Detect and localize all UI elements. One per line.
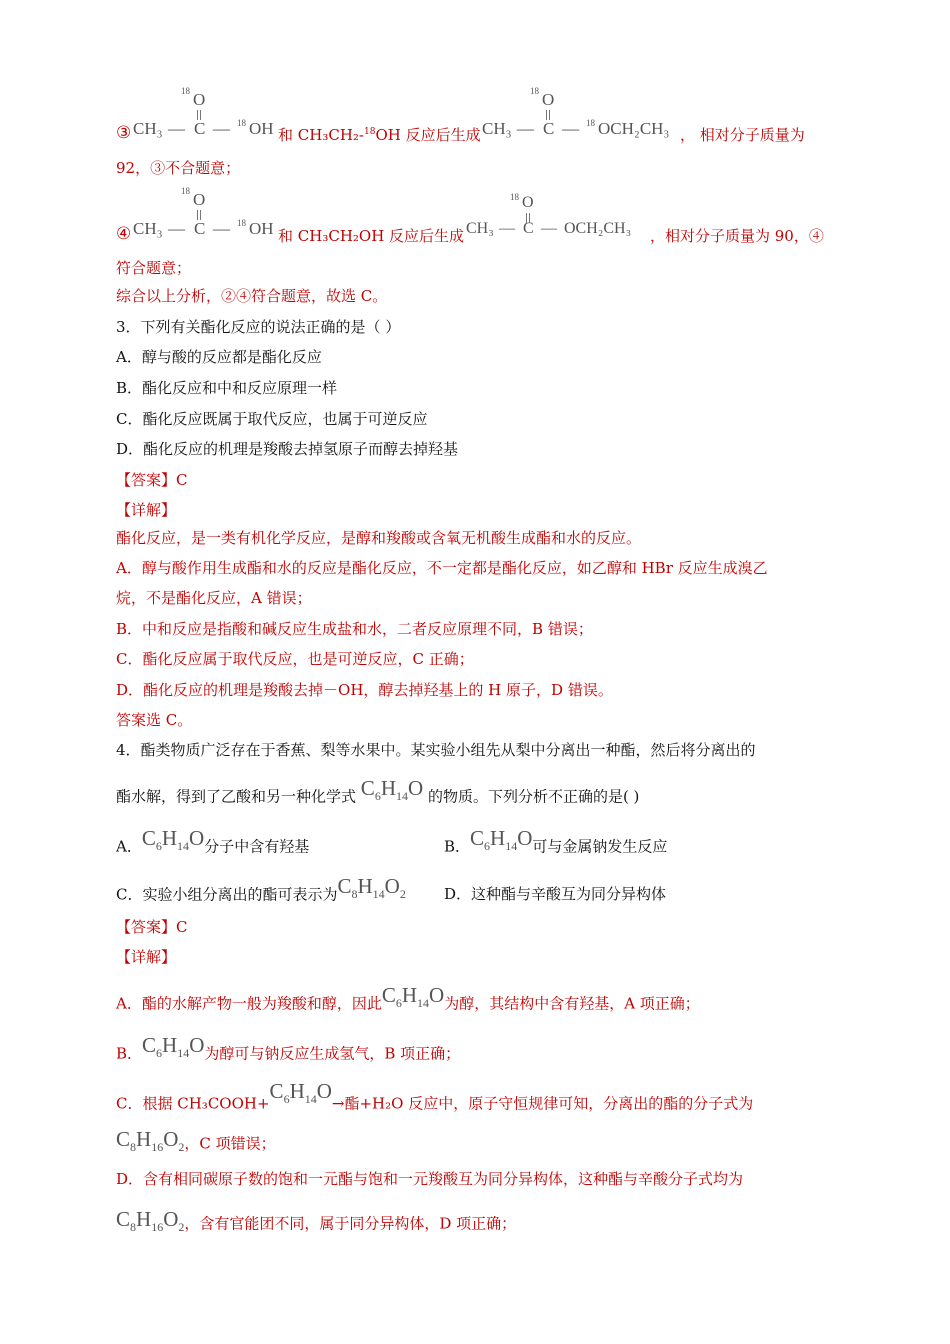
q4-option-d: D．这种酯与辛酸互为同分异构体	[444, 885, 667, 903]
q4-stem-line1: 4．酯类物质广泛存在于香蕉、梨等水果中。某实验小组先从梨中分离出一种酯，然后将分离出的	[116, 741, 756, 759]
q4-explain-a: A．酯的水解产物一般为羧酸和醇，因此$C_6H_{14}O$为醇，其结构中含有羟基，A 项正确；	[116, 983, 700, 1013]
q4-detail-heading: 【详解】	[116, 948, 177, 966]
item3-text1: 和 CH₃CH₂-$^{18}$OH 反应后生成	[278, 126, 481, 144]
item3-line2: 92，③不合题意；	[116, 159, 241, 177]
q4-explain-d-cont: $C_8H_{16}O_2$，含有官能团不同，属于同分异构体，D 项正确；	[116, 1207, 517, 1234]
q3-final-answer: 答案选 C。	[116, 711, 193, 729]
structure-acetic-acid-18: 18 O CH₃ — C — 18 OH	[133, 86, 274, 138]
formula-c6h14o: $C_6H_{14}O$	[381, 983, 445, 1010]
item3-tail: ， 相对分子质量为	[680, 126, 805, 144]
formula-c6h14o: $C_6H_{14}O$	[142, 1033, 205, 1060]
q4-stem-line2: 酯水解，得到了乙酸和另一种化学式 $C_6H_{14}O$ 的物质。下列分析不正确的是( )	[116, 776, 640, 806]
q4-explain-d: D．含有相同碳原子数的饱和一元酯与饱和一元羧酸互为同分异构体，这种酯与辛酸分子式均为	[116, 1170, 744, 1188]
q4-option-b: B．$C_6H_{14}O$可与金属钠发生反应	[444, 826, 668, 856]
structure-ethyl-acetate-18-18: 18 O CH₃ — C — 18 OCH₂CH₃	[482, 86, 670, 138]
structure-ethyl-acetate-18: 18 O CH₃ — C — OCH₂CH₃	[466, 192, 632, 237]
item4-marker: ④	[116, 224, 132, 244]
formula-c8h16o2: $C_8H_{16}O_2$	[116, 1127, 185, 1154]
formula-c8h16o2: $C_8H_{16}O_2$	[116, 1207, 185, 1234]
formula-c8h14o2: $C_8H_{14}O_2$	[337, 874, 406, 901]
item4-tail: ，相对分子质量为 90，④	[650, 227, 824, 245]
item3-marker: ③	[116, 123, 132, 143]
structure-acetic-acid-18-b: 18 O CH₃ — C — 18 OH	[133, 186, 274, 238]
q3-explain-d: D．酯化反应的机理是羧酸去掉－OH，醇去掉羟基上的 H 原子，D 错误。	[116, 681, 613, 699]
q3-explain-c: C．酯化反应属于取代反应，也是可逆反应，C 正确；	[116, 650, 474, 668]
q4-answer: 【答案】C	[116, 918, 188, 936]
q3-option-d: D．酯化反应的机理是羧酸去掉氢原子而醇去掉羟基	[116, 440, 459, 458]
q3-detail-heading: 【详解】	[116, 501, 177, 519]
q4-explain-c: C．根据 $CH_3COOH+C_6H_{14}O\to$酯+H₂O 反应中，原子守恒规律可知，分离出的酯的分子式为	[116, 1079, 754, 1113]
q4-explain-c-cont: $C_8H_{16}O_2$，C 项错误；	[116, 1127, 276, 1154]
q4-option-a: A．$C_6H_{14}O$分子中含有羟基	[116, 826, 310, 856]
q3-answer: 【答案】C	[116, 471, 188, 489]
q3-explain-0: 酯化反应，是一类有机化学反应，是醇和羧酸或含氧无机酸生成酯和水的反应。	[116, 529, 642, 547]
q3-option-c: C．酯化反应既属于取代反应，也属于可逆反应	[116, 410, 428, 428]
q4-option-c: C．实验小组分离出的酯可表示为$C_8H_{14}O_2$	[116, 874, 406, 904]
q3-option-a: A．醇与酸的反应都是酯化反应	[116, 348, 322, 366]
formula-c6h14o: $C_6H_{14}O$	[470, 826, 533, 853]
formula-c6h14o: $C_6H_{14}O$	[360, 776, 424, 803]
q3-explain-a: A．醇与酸作用生成酯和水的反应是酯化反应，不一定都是酯化反应，如乙醇和 HBr 反应生成溴乙	[116, 559, 768, 577]
summary: 综合以上分析，②④符合题意，故选 C。	[116, 287, 388, 305]
item4-line2: 符合题意；	[116, 259, 192, 277]
q3-option-b: B．酯化反应和中和反应原理一样	[116, 379, 338, 397]
q4-explain-b: B．$C_6H_{14}O$为醇可与钠反应生成氢气，B 项正确；	[116, 1033, 461, 1063]
formula-c6h14o: $C_6H_{14}O$	[269, 1079, 332, 1106]
q3-explain-a-cont: 烷，不是酯化反应，A 错误；	[116, 589, 312, 607]
q3-explain-b: B．中和反应是指酸和碱反应生成盐和水，二者反应原理不同，B 错误；	[116, 620, 593, 638]
q3-stem: 3．下列有关酯化反应的说法正确的是（ ）	[116, 318, 401, 336]
item4-text1: 和 CH₃CH₂OH 反应后生成	[278, 227, 465, 245]
formula-c6h14o: $C_6H_{14}O$	[141, 826, 205, 853]
